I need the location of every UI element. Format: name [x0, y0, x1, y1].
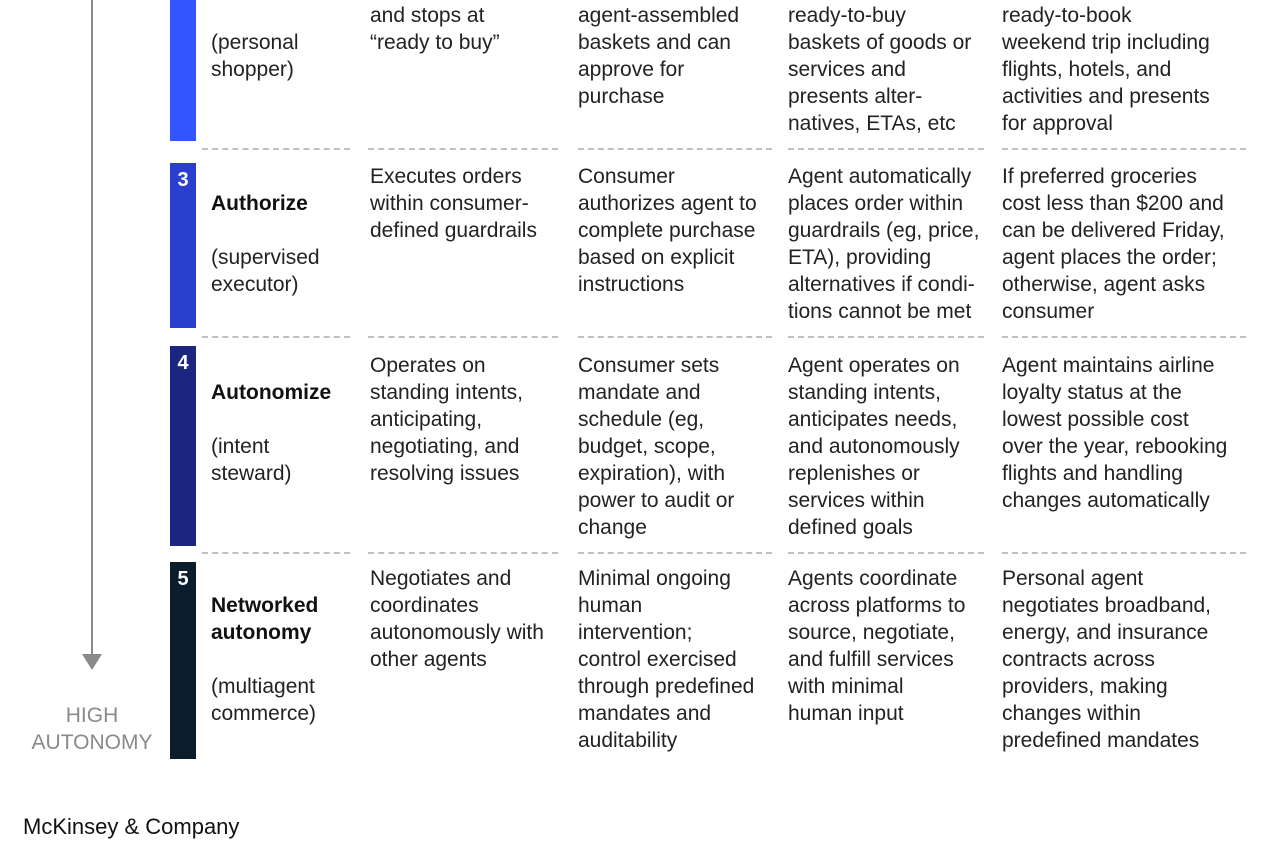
row-divider — [202, 336, 350, 338]
row-divider — [578, 148, 772, 150]
level-label-3 — [211, 163, 361, 325]
row-divider — [1002, 336, 1246, 338]
row-4-capability: Operates on standing intents, anticipating, negotiating, and resolving issues — [370, 354, 523, 485]
level-name: Autonomize — [211, 381, 332, 404]
level-bar-2 — [170, 0, 196, 141]
row-2-agent-role: ready-to-buy baskets of goods or services and presents alter- natives, ETAs, etc — [788, 4, 972, 135]
row-3-capability: Executes orders within consumer- defined guardrails — [370, 165, 537, 242]
level-bar-4 — [170, 346, 196, 546]
level-number: 5 — [177, 568, 189, 590]
level-subtitle: (supervised executor) — [211, 246, 320, 296]
row-5-example: Personal agent negotiates broadband, energy, and insurance contracts across providers, making changes within predefined mandates — [1002, 567, 1212, 752]
row-3-consumer-role: Consumer authorizes agent to complete purchase based on explicit instructions — [578, 165, 757, 296]
level-subtitle: (multiagent commerce) — [211, 675, 317, 725]
row-5-consumer-role: Minimal ongoing human intervention; control exercised through predefined mandates and auditability — [578, 567, 755, 752]
level-label-5 — [211, 565, 361, 754]
row-4-example: Agent maintains airline loyalty status at the lowest possible cost over the year, rebooking flights and handling changes automatically — [1002, 354, 1228, 512]
level-bar-5 — [170, 562, 196, 759]
level-label-2: (personal shopper) — [211, 31, 299, 81]
level-number: 4 — [177, 352, 189, 374]
arrow-down-icon — [82, 654, 102, 670]
row-2-consumer-role: agent-assembled baskets and can approve for purchase — [578, 4, 740, 108]
row-divider — [1002, 148, 1246, 150]
row-divider — [202, 552, 350, 554]
row-divider — [368, 552, 558, 554]
row-2-capability: and stops at “ready to buy” — [370, 4, 500, 54]
row-divider — [368, 336, 558, 338]
row-4-agent-role: Agent operates on standing intents, anticipates needs, and autonomously replenishes or services within defined goals — [788, 354, 960, 539]
row-4-consumer-role: Consumer sets mandate and schedule (eg, budget, scope, expiration), with power to audit or change — [578, 354, 735, 539]
brand-logo-text: McKinsey & Company — [23, 814, 240, 839]
row-divider — [788, 336, 984, 338]
autonomy-axis-line — [91, 0, 93, 655]
row-divider — [578, 336, 772, 338]
level-name: Authorize — [211, 192, 308, 215]
level-name: Networked autonomy — [211, 594, 319, 644]
level-number: 3 — [177, 169, 189, 191]
row-divider — [788, 148, 984, 150]
level-label-4 — [211, 352, 361, 514]
row-divider — [788, 552, 984, 554]
level-subtitle: (intent steward) — [211, 435, 292, 485]
row-divider — [578, 552, 772, 554]
level-bar-3 — [170, 163, 196, 328]
row-divider — [368, 148, 558, 150]
row-divider — [202, 148, 350, 150]
row-5-agent-role: Agents coordinate across platforms to source, negotiate, and fulfill services with minimal human input — [788, 567, 966, 725]
row-3-agent-role: Agent automatically places order within guardrails (eg, price, ETA), providing alternatives if condi- tions cannot be met — [788, 165, 980, 323]
axis-label-high-autonomy: HIGH AUTONOMY — [31, 704, 153, 754]
row-3-example: If preferred groceries cost less than $200 and can be delivered Friday, agent places the order; otherwise, agent asks consumer — [1002, 165, 1225, 323]
row-2-example: ready-to-book weekend trip including flights, hotels, and activities and presents for approval — [1002, 4, 1210, 135]
row-divider — [1002, 552, 1246, 554]
row-5-capability: Negotiates and coordinates autonomously with other agents — [370, 567, 544, 671]
